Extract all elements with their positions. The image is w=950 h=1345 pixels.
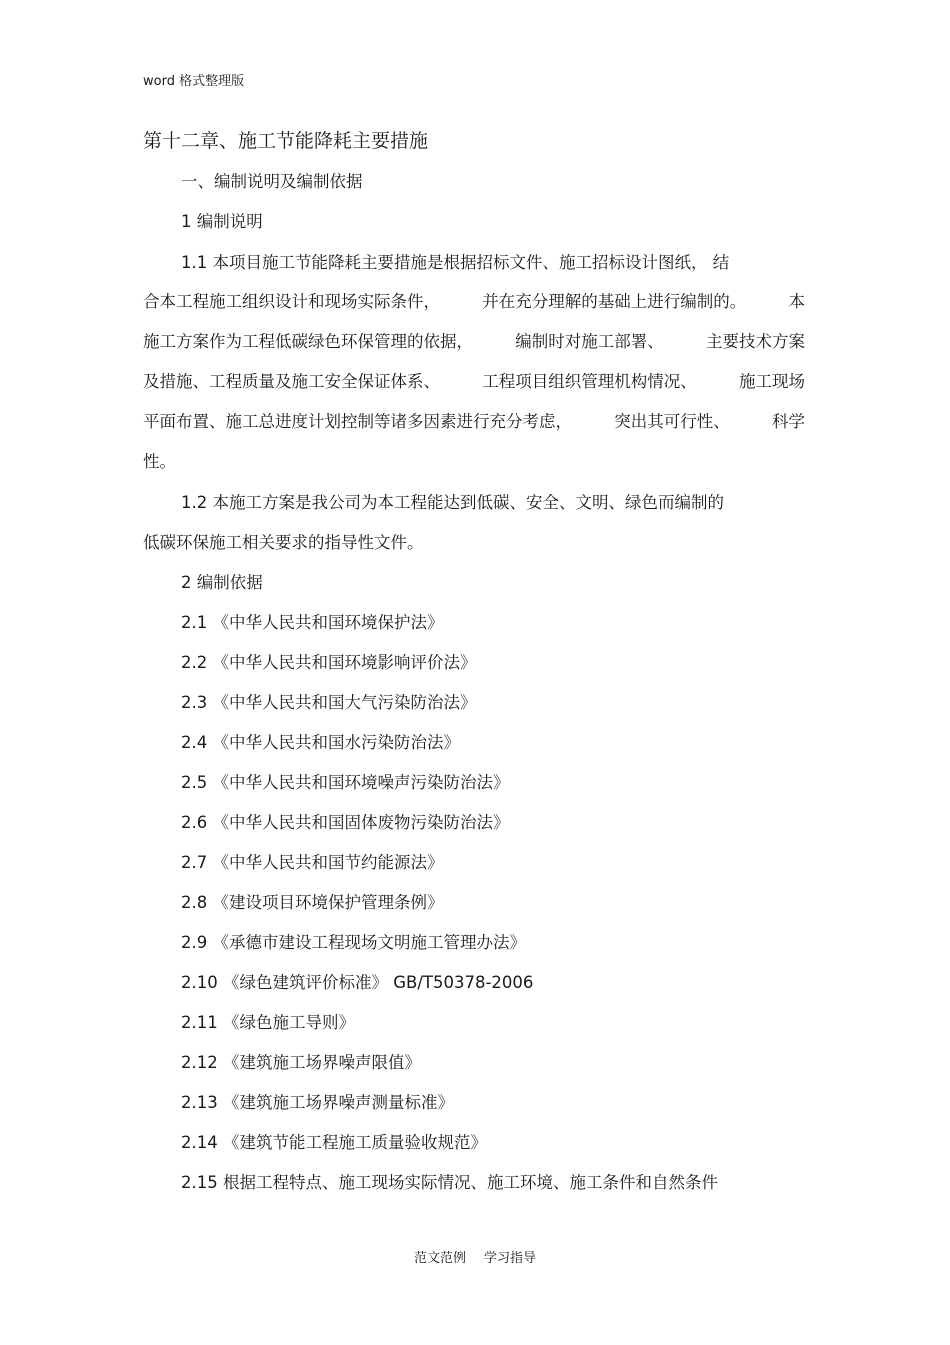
- para-1-2-line-1: 1.2 本施工方案是我公司为本工程能达到低碳、安全、文明、绿色而编制的: [181, 493, 724, 512]
- list-item: 2.5 《中华人民共和国环境噪声污染防治法》: [181, 773, 510, 792]
- list-item: 2.14 《建筑节能工程施工质量验收规范》: [181, 1133, 487, 1152]
- chapter-title: 第十二章、施工节能降耗主要措施: [143, 130, 429, 152]
- subsection-heading-2: 2 编制依据: [181, 573, 263, 592]
- footer-left-text: 范文范例: [413, 1251, 466, 1266]
- list-item: 2.4 《中华人民共和国水污染防治法》: [181, 733, 460, 752]
- page-footer: [0, 1250, 950, 1268]
- list-item: 2.10 《绿色建筑评价标准》 GB/T50378-2006: [181, 973, 534, 992]
- list-item: 2.6 《中华人民共和国固体废物污染防治法》: [181, 813, 510, 832]
- para-1-1-line-6: 性。: [143, 452, 176, 471]
- text-segment: 施工现场: [739, 372, 805, 391]
- list-item: 2.3 《中华人民共和国大气污染防治法》: [181, 693, 477, 712]
- text-segment: 突出其可行性、: [614, 412, 730, 431]
- page-header: word 格式整理版: [143, 74, 245, 89]
- para-1-1-line-5: [143, 411, 805, 433]
- list-item: 2.13 《建筑施工场界噪声测量标准》: [181, 1093, 454, 1112]
- footer-right-text: 学习指导: [484, 1251, 537, 1266]
- para-1-1-line-4: [143, 371, 805, 393]
- text-segment: 本: [788, 292, 805, 311]
- para-1-1-line-3: [143, 331, 805, 353]
- section-heading: 一、编制说明及编制依据: [181, 172, 363, 191]
- list-item: 2.8 《建设项目环境保护管理条例》: [181, 893, 444, 912]
- subsection-heading-1: 1 编制说明: [181, 212, 263, 231]
- text-segment: 工程项目组织管理机构情况、: [482, 372, 697, 391]
- text-segment: 及措施、工程质量及施工安全保证体系、: [143, 372, 440, 391]
- para-1-2-line-2: 低碳环保施工相关要求的指导性文件。: [143, 533, 424, 552]
- list-item: 2.11 《绿色施工导则》: [181, 1013, 355, 1032]
- list-item: 2.7 《中华人民共和国节约能源法》: [181, 853, 444, 872]
- list-item: 2.1 《中华人民共和国环境保护法》: [181, 613, 444, 632]
- list-item: 2.9 《承德市建设工程现场文明施工管理办法》: [181, 933, 526, 952]
- list-item: 2.2 《中华人民共和国环境影响评价法》: [181, 653, 477, 672]
- text-segment: 施工方案作为工程低碳绿色环保管理的依据，: [143, 332, 473, 351]
- para-1-1-line-1: 1.1 本项目施工节能降耗主要措施是根据招标文件、施工招标设计图纸， 结: [181, 253, 730, 272]
- text-segment: 合本工程施工组织设计和现场实际条件，: [143, 292, 440, 311]
- list-item: 2.12 《建筑施工场界噪声限值》: [181, 1053, 421, 1072]
- list-item: 2.15 根据工程特点、施工现场实际情况、施工环境、施工条件和自然条件: [181, 1173, 718, 1192]
- text-segment: 并在充分理解的基础上进行编制的。: [482, 292, 747, 311]
- para-1-1-line-2: [143, 291, 805, 313]
- text-segment: 平面布置、施工总进度计划控制等诸多因素进行充分考虑，: [143, 412, 572, 431]
- text-segment: 编制时对施工部署、: [515, 332, 664, 351]
- text-segment: 科学: [772, 412, 805, 431]
- text-segment: 主要技术方案: [706, 332, 805, 351]
